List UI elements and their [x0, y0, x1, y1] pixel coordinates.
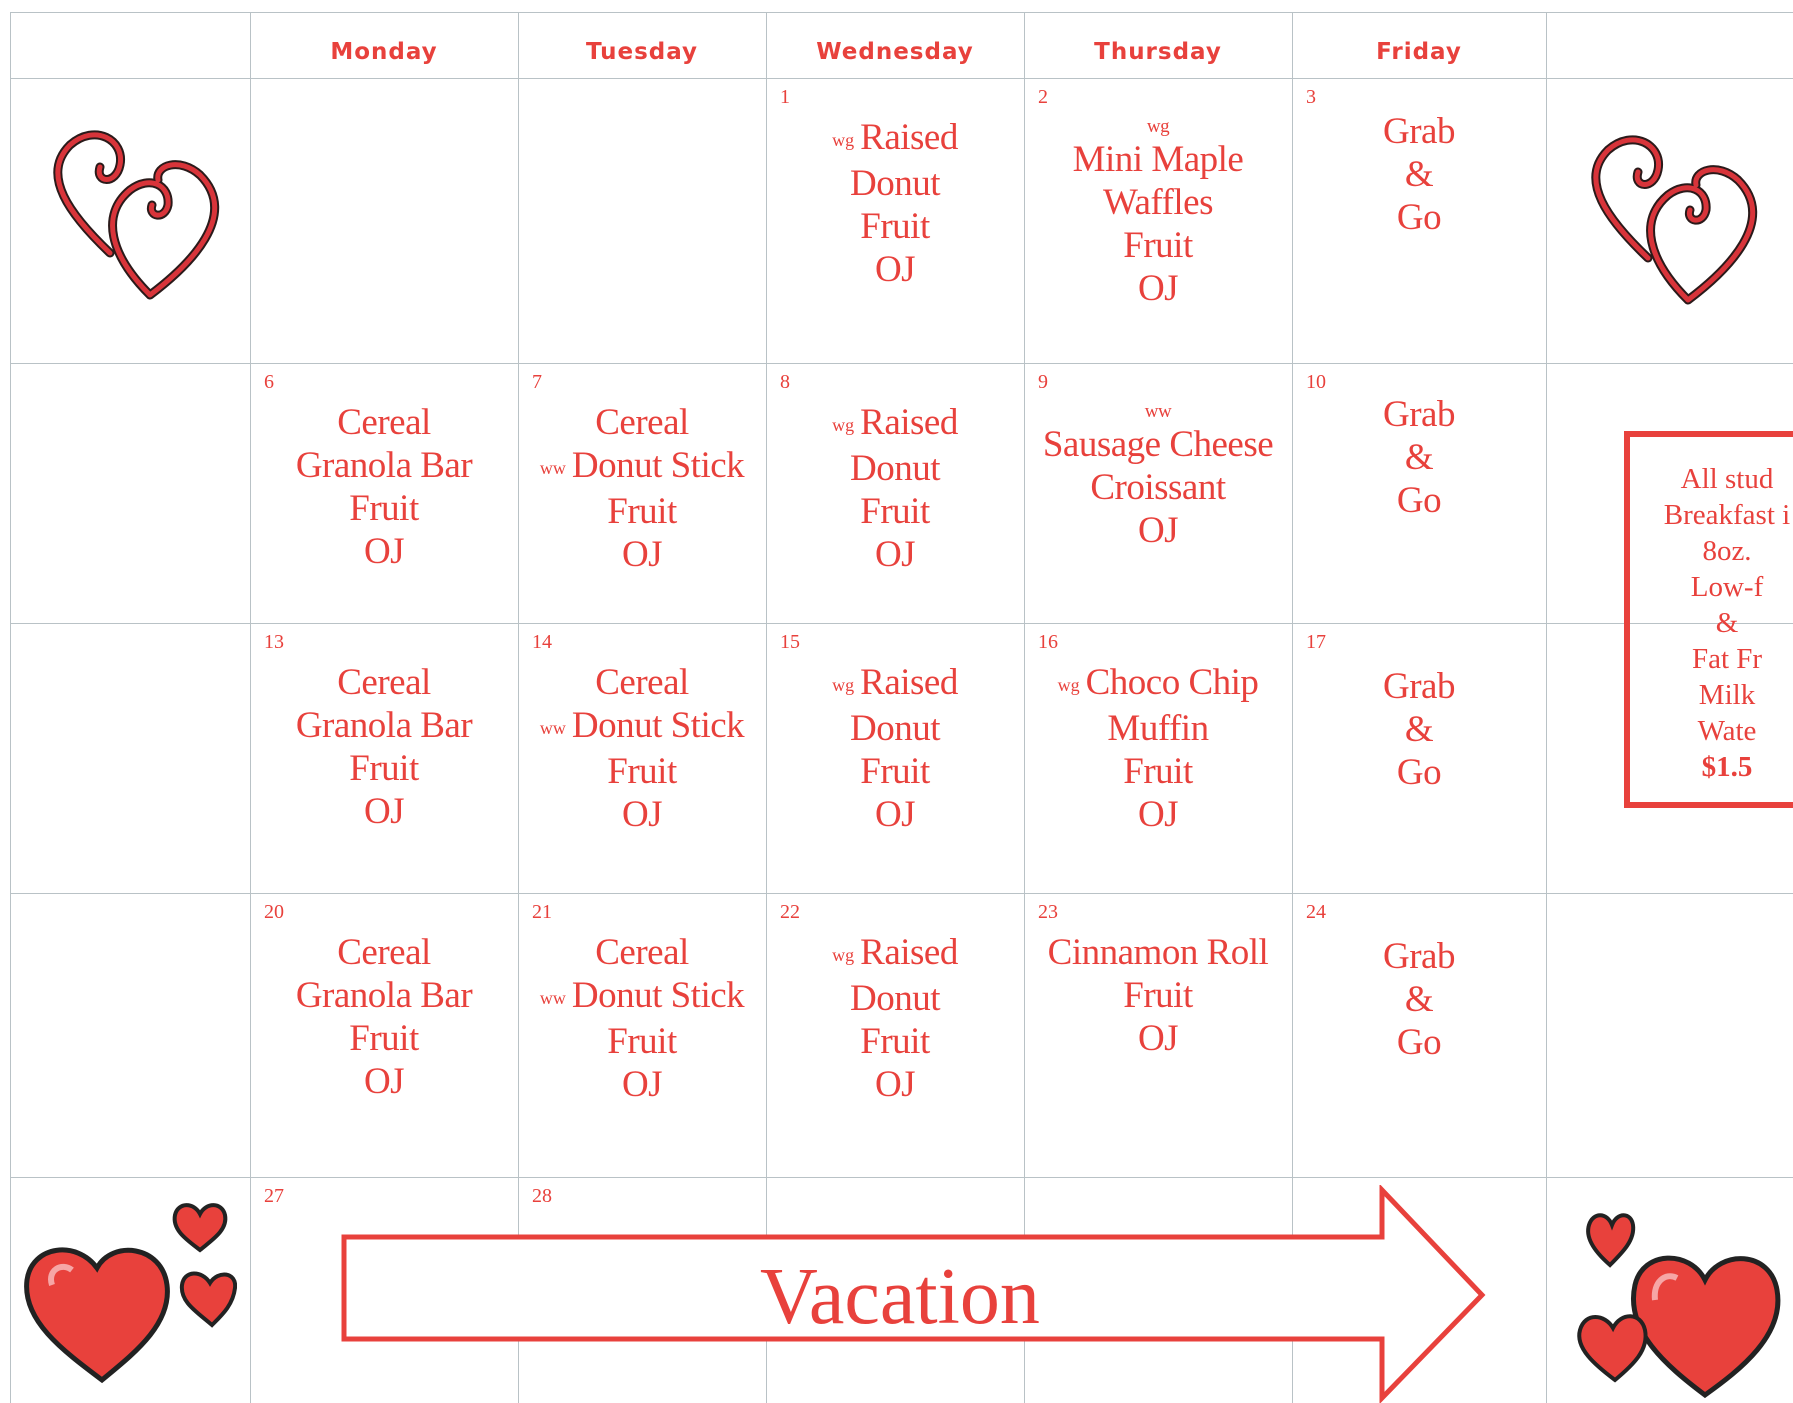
- menu-item: [1292, 1021, 1546, 1064]
- menu-item: [1024, 931, 1292, 974]
- menu-item: [1024, 181, 1292, 224]
- menu-item-text: Fruit: [1123, 225, 1193, 266]
- day-cell: [766, 363, 1024, 623]
- menu-item: [250, 704, 518, 747]
- menu-item: [1024, 224, 1292, 267]
- menu-item: [518, 1063, 766, 1106]
- menu-item: [518, 533, 766, 576]
- day-cell: [250, 893, 518, 1177]
- date-number: 9: [1038, 371, 1048, 393]
- menu-item: [1024, 138, 1292, 181]
- menu-item: [1292, 479, 1546, 522]
- menu-items: [1292, 665, 1546, 794]
- menu-item: [766, 707, 1024, 750]
- menu-item: [518, 401, 766, 444]
- menu-item-text: Fruit: [349, 748, 419, 789]
- menu-item-text: Cereal: [595, 402, 689, 443]
- menu-item-text: Grab: [1383, 666, 1455, 707]
- menu-item: [766, 401, 1024, 447]
- info-line: 8oz.: [1702, 535, 1752, 567]
- menu-item-text: Grab: [1383, 936, 1455, 977]
- menu-item: [1292, 153, 1546, 196]
- day-cell: [250, 78, 518, 363]
- menu-item: [250, 661, 518, 704]
- menu-item-text: Mini Maple: [1072, 139, 1244, 180]
- day-cell: [518, 623, 766, 893]
- menu-item: [518, 444, 766, 490]
- red-hearts-icon: [22, 1190, 237, 1390]
- info-line: &: [1715, 607, 1739, 639]
- grain-label: wg: [832, 945, 855, 966]
- menu-item: [1024, 423, 1292, 466]
- day-cell: [1024, 363, 1292, 623]
- menu-item: [250, 790, 518, 833]
- menu-item-text: Fruit: [607, 751, 677, 793]
- menu-item-text: &: [1404, 709, 1434, 750]
- menu-item-text: Fruit: [860, 1021, 930, 1063]
- menu-item: [518, 661, 766, 704]
- day-cell: [1024, 78, 1292, 363]
- day-cell: [518, 363, 766, 623]
- menu-item: [1292, 978, 1546, 1021]
- menu-item-text: &: [1404, 979, 1434, 1020]
- menu-item-text: Raised: [860, 117, 958, 158]
- menu-item-text: OJ: [363, 791, 405, 832]
- menu-item-text: Cinnamon Roll: [1047, 932, 1269, 973]
- menu-item: [518, 1020, 766, 1063]
- date-number: 3: [1306, 86, 1316, 108]
- info-line: Low-f: [1690, 571, 1764, 603]
- menu-item: [766, 661, 1024, 707]
- swirl-hearts-icon: [40, 105, 230, 305]
- menu-item: [1292, 935, 1546, 978]
- menu-item-text: Granola Bar: [295, 975, 473, 1016]
- day-cell: [766, 623, 1024, 893]
- date-number: 21: [532, 901, 552, 923]
- menu-item-text: Granola Bar: [295, 705, 473, 746]
- grain-label: ww: [1144, 401, 1172, 422]
- menu-item: [766, 248, 1024, 291]
- info-line: Wate: [1697, 715, 1757, 747]
- menu-items: [766, 661, 1024, 836]
- menu-item: [1024, 974, 1292, 1017]
- info-line: Milk: [1698, 679, 1756, 711]
- day-header-tuesday: Tuesday: [585, 39, 699, 65]
- day-cell: [766, 893, 1024, 1177]
- menu-item: [1024, 267, 1292, 310]
- date-number: 7: [532, 371, 542, 393]
- menu-item-text: Go: [1396, 1022, 1442, 1063]
- menu-item: [250, 530, 518, 573]
- swirl-hearts-icon: [1578, 110, 1768, 310]
- menu-item-text: Grab: [1383, 394, 1455, 435]
- grain-label: ww: [539, 458, 566, 479]
- menu-item-text: OJ: [1137, 794, 1179, 836]
- date-number: 17: [1306, 631, 1326, 653]
- menu-item: [518, 974, 766, 1020]
- day-header-wednesday: Wednesday: [816, 39, 974, 65]
- menu-item: [1292, 751, 1546, 794]
- menu-items: [1024, 116, 1292, 310]
- menu-item-text: OJ: [874, 534, 916, 576]
- grain-label: wg: [832, 415, 855, 436]
- menu-item-text: Donut Stick: [571, 445, 745, 486]
- grain-label: wg: [832, 130, 855, 151]
- date-number: 1: [780, 86, 790, 108]
- price-info-box: [1624, 431, 1793, 808]
- menu-item: [1024, 1017, 1292, 1060]
- menu-item: [250, 487, 518, 530]
- menu-items: [766, 401, 1024, 576]
- info-line: All stud: [1680, 463, 1774, 495]
- price-text: $1.5: [1701, 751, 1753, 783]
- menu-item-text: Cereal: [337, 932, 431, 973]
- menu-item-text: Fruit: [349, 488, 419, 529]
- menu-item: [766, 116, 1024, 162]
- menu-item-text: Donut Stick: [571, 975, 745, 1016]
- menu-item-text: Choco Chip: [1085, 662, 1259, 703]
- menu-item: [518, 704, 766, 750]
- menu-item-text: Fruit: [1123, 975, 1193, 1016]
- menu-item: [1024, 661, 1292, 707]
- day-cell: [1292, 78, 1546, 363]
- menu-item: [250, 401, 518, 444]
- date-number: 28: [532, 1185, 552, 1207]
- menu-items: [1292, 935, 1546, 1064]
- day-header-monday: Monday: [330, 39, 438, 65]
- menu-item-text: OJ: [874, 794, 916, 836]
- menu-items: [766, 931, 1024, 1106]
- date-number: 23: [1038, 901, 1058, 923]
- menu-items: [250, 931, 518, 1103]
- menu-items: [250, 661, 518, 833]
- day-cell: [1292, 363, 1546, 623]
- date-number: 2: [1038, 86, 1048, 108]
- red-hearts-icon: [1565, 1190, 1793, 1403]
- menu-item-text: Croissant: [1090, 467, 1226, 508]
- menu-item: [1292, 110, 1546, 153]
- date-number: 14: [532, 631, 552, 653]
- day-cell: [250, 363, 518, 623]
- menu-item-text: Cereal: [595, 662, 689, 703]
- menu-item-text: &: [1404, 437, 1434, 478]
- menu-item-text: Waffles: [1103, 182, 1213, 223]
- menu-item: [1292, 196, 1546, 239]
- menu-item-text: &: [1404, 154, 1434, 195]
- date-number: 10: [1306, 371, 1326, 393]
- menu-item: [766, 931, 1024, 977]
- menu-item-text: OJ: [621, 534, 663, 576]
- menu-item-text: Fruit: [607, 1021, 677, 1063]
- menu-item-text: Sausage Cheese: [1042, 424, 1274, 465]
- menu-item: [518, 490, 766, 533]
- grain-label: wg: [1057, 675, 1080, 696]
- grain-label: ww: [539, 718, 566, 739]
- menu-item: [518, 793, 766, 836]
- menu-item: [1024, 466, 1292, 509]
- day-cell: [518, 78, 766, 363]
- menu-item: [1292, 708, 1546, 751]
- menu-item: [766, 977, 1024, 1020]
- menu-items: [1024, 401, 1292, 552]
- menu-item: [766, 750, 1024, 793]
- menu-item-text: Fruit: [860, 206, 930, 248]
- date-number: 15: [780, 631, 800, 653]
- menu-item: [518, 931, 766, 974]
- menu-item-text: OJ: [363, 1061, 405, 1102]
- menu-item-text: Go: [1396, 752, 1442, 793]
- menu-item-text: Muffin: [1107, 708, 1209, 750]
- menu-item: [766, 533, 1024, 576]
- menu-item-text: Fruit: [349, 1018, 419, 1059]
- menu-item-text: Fruit: [860, 491, 930, 533]
- menu-items: [518, 401, 766, 576]
- menu-item-text: OJ: [363, 531, 405, 572]
- day-cell: [518, 893, 766, 1177]
- menu-item: [250, 1017, 518, 1060]
- menu-item: [766, 1020, 1024, 1063]
- menu-item-text: Go: [1396, 480, 1442, 521]
- menu-item: [766, 1063, 1024, 1106]
- menu-item: [1292, 393, 1546, 436]
- menu-item: [250, 444, 518, 487]
- menu-item-text: Raised: [860, 932, 958, 973]
- day-cell: [766, 78, 1024, 363]
- menu-item-text: Grab: [1383, 111, 1455, 152]
- menu-items: [766, 116, 1024, 291]
- menu-item-text: Raised: [860, 402, 958, 443]
- menu-item-text: Fruit: [860, 751, 930, 793]
- grid-line: [10, 12, 1793, 13]
- menu-item: [1292, 665, 1546, 708]
- grid-line: [1546, 12, 1547, 1403]
- menu-items: [1024, 661, 1292, 836]
- date-number: 20: [264, 901, 284, 923]
- menu-item-text: OJ: [1137, 510, 1179, 551]
- menu-item: [766, 490, 1024, 533]
- menu-item: [1024, 750, 1292, 793]
- menu-item: [766, 447, 1024, 490]
- menu-item-text: OJ: [874, 249, 916, 291]
- menu-item: [1024, 509, 1292, 552]
- menu-item-text: Donut: [850, 448, 940, 490]
- menu-item: [766, 205, 1024, 248]
- info-line: Breakfast i: [1663, 499, 1791, 531]
- menu-item-text: OJ: [1137, 268, 1179, 309]
- grid-line: [10, 12, 11, 1403]
- menu-item: [1024, 793, 1292, 836]
- menu-items: [1292, 393, 1546, 522]
- date-number: 13: [264, 631, 284, 653]
- menu-item: [518, 750, 766, 793]
- date-number: 24: [1306, 901, 1326, 923]
- menu-item: [250, 747, 518, 790]
- menu-item-text: Cereal: [595, 932, 689, 973]
- menu-item: [1024, 707, 1292, 750]
- menu-item-text: Donut: [850, 163, 940, 205]
- menu-item-text: OJ: [621, 794, 663, 836]
- day-header-thursday: Thursday: [1094, 39, 1222, 65]
- menu-items: [518, 661, 766, 836]
- day-cell: [1024, 893, 1292, 1177]
- date-number: 6: [264, 371, 274, 393]
- date-number: 8: [780, 371, 790, 393]
- date-number: 27: [264, 1185, 284, 1207]
- day-cell: [1024, 623, 1292, 893]
- menu-item-text: Granola Bar: [295, 445, 473, 486]
- menu-item-text: Donut Stick: [571, 705, 745, 746]
- menu-item: [250, 1060, 518, 1103]
- grain-label: wg: [1146, 116, 1170, 137]
- vacation-label: Vacation: [760, 1253, 1040, 1341]
- day-cell: [250, 623, 518, 893]
- info-line: Fat Fr: [1691, 643, 1763, 675]
- menu-item: [250, 974, 518, 1017]
- menu-item-text: Go: [1396, 197, 1442, 238]
- menu-item-text: Fruit: [607, 491, 677, 533]
- day-cell: [1292, 623, 1546, 893]
- menu-item-text: Cereal: [337, 402, 431, 443]
- menu-item-text: Cereal: [337, 662, 431, 703]
- menu-items: [1292, 110, 1546, 239]
- menu-item: [766, 793, 1024, 836]
- menu-item-text: Donut: [850, 708, 940, 750]
- menu-item-text: OJ: [1137, 1018, 1179, 1059]
- menu-item-text: OJ: [874, 1064, 916, 1106]
- grain-label: wg: [832, 675, 855, 696]
- day-cell: [1292, 893, 1546, 1177]
- menu-item-text: Donut: [850, 978, 940, 1020]
- grain-label: ww: [539, 988, 566, 1009]
- menu-item-text: Raised: [860, 662, 958, 703]
- date-number: 16: [1038, 631, 1058, 653]
- menu-items: [518, 931, 766, 1106]
- day-header-friday: Friday: [1376, 39, 1462, 65]
- menu-item-text: OJ: [621, 1064, 663, 1106]
- menu-item-text: Fruit: [1123, 751, 1193, 793]
- menu-items: [1024, 931, 1292, 1060]
- menu-items: [250, 401, 518, 573]
- menu-item: [250, 931, 518, 974]
- date-number: 22: [780, 901, 800, 923]
- menu-item: [766, 162, 1024, 205]
- menu-item: [1292, 436, 1546, 479]
